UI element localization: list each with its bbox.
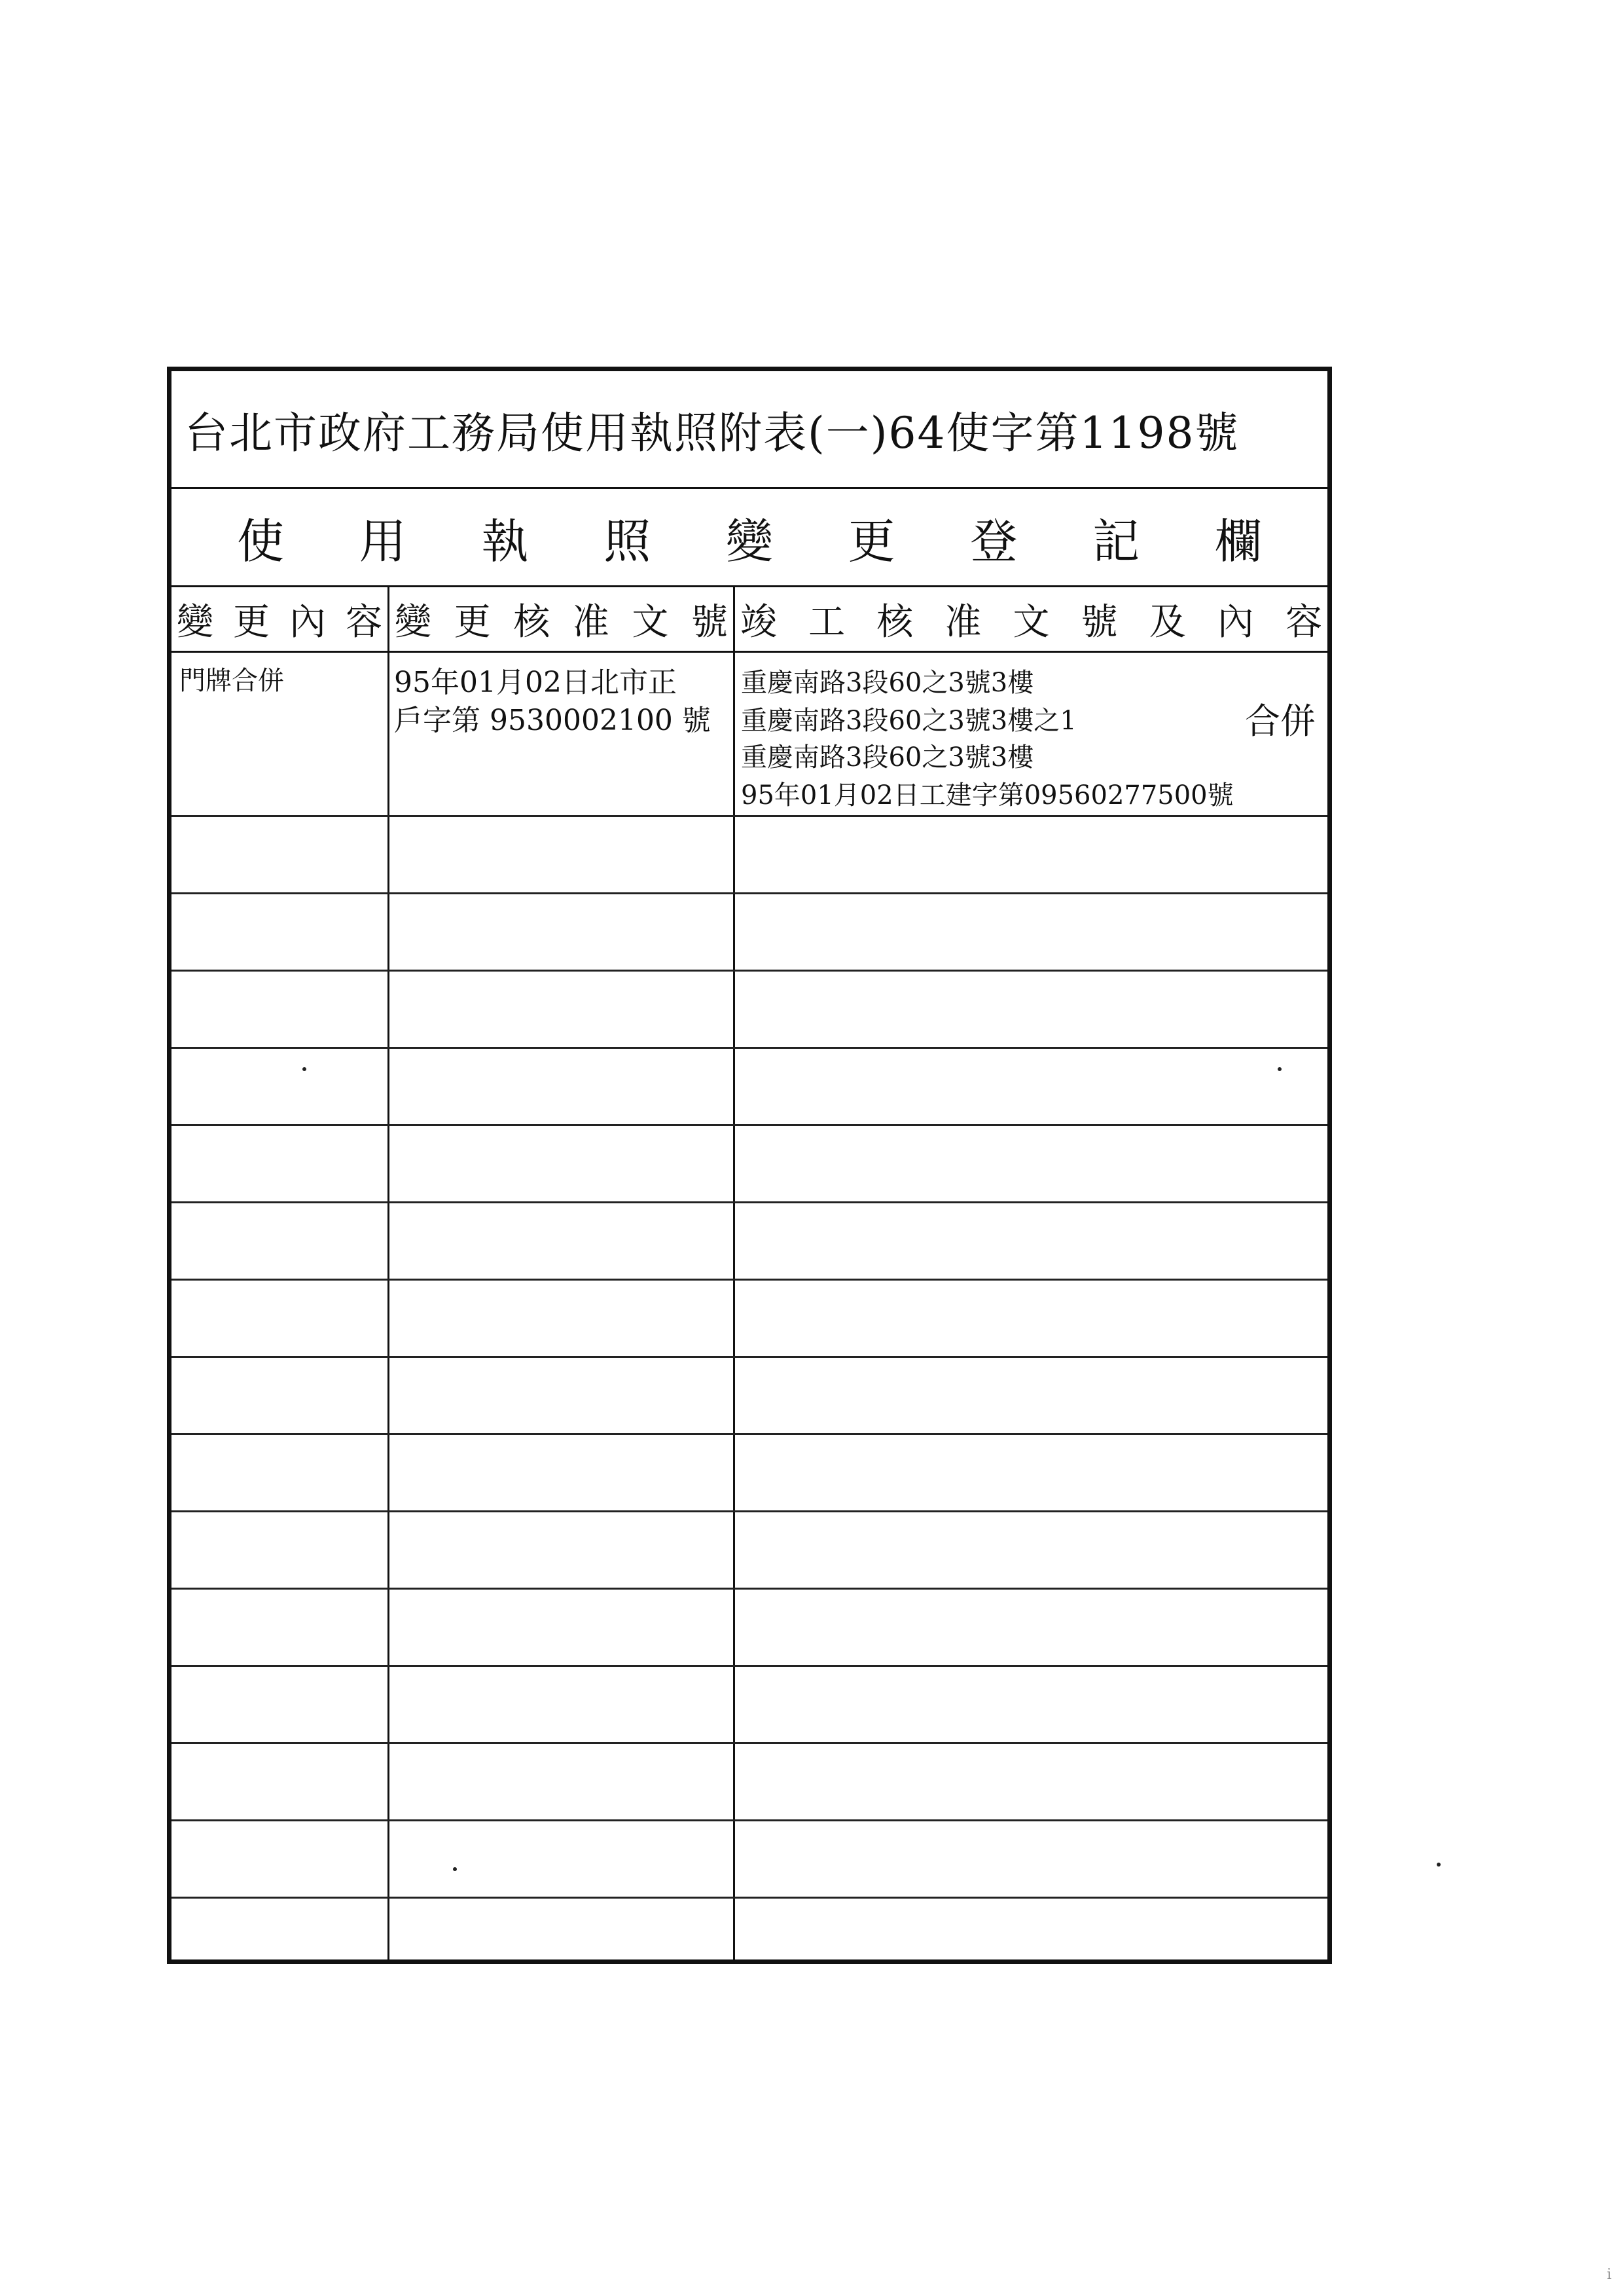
column-header-char: 文: [1013, 600, 1050, 644]
column-header-char: 核: [513, 600, 550, 644]
column-header-char: 准: [572, 600, 609, 644]
row-divider: [171, 1433, 1327, 1435]
heading-char: 執: [481, 513, 529, 569]
row-divider: [171, 1356, 1327, 1358]
heading-char: 更: [848, 513, 895, 569]
column-header-char: 更: [233, 600, 270, 644]
document-title-row: [171, 371, 1327, 489]
column-header-char: 變: [395, 600, 431, 644]
row-divider: [171, 1742, 1327, 1744]
heading-char: 用: [359, 513, 406, 569]
row-divider: [171, 970, 1327, 972]
row-divider: [171, 1201, 1327, 1203]
column-header-char: 容: [346, 600, 382, 644]
row-divider: [171, 1819, 1327, 1821]
column-header-char: 號: [1081, 600, 1118, 644]
column-divider: [387, 587, 389, 1959]
row-divider: [171, 1510, 1327, 1512]
column-header-approval-number: [389, 587, 733, 651]
heading-char: 使: [237, 513, 285, 569]
completion-address-line: 重慶南路3段60之3號3樓: [741, 742, 1034, 773]
column-header-row: [171, 587, 1327, 653]
scan-speck: [1437, 1863, 1441, 1867]
approval-number-line: 戶字第 9530002100 號: [394, 704, 711, 737]
column-header-char: 核: [876, 600, 914, 644]
row-divider: [171, 892, 1327, 894]
column-divider: [733, 587, 735, 1959]
row-divider: [171, 1588, 1327, 1590]
corner-scan-mark: ⅰ: [1606, 2267, 1611, 2283]
column-header-char: 內: [289, 600, 326, 644]
column-header-char: 號: [691, 600, 728, 644]
document-title: 台北市政府工務局使用執照附表(一)64使字第1198號: [185, 408, 1240, 458]
scan-speck: [302, 1067, 306, 1071]
column-header-char: 准: [944, 600, 982, 644]
column-header-completion-content: [735, 587, 1327, 651]
column-header-change-content: [171, 587, 387, 651]
merge-label: 合併: [1245, 701, 1316, 742]
completion-address-line: 重慶南路3段60之3號3樓之1: [741, 706, 1077, 736]
heading-char: 登: [970, 513, 1018, 569]
heading-char: 變: [725, 513, 773, 569]
heading-char: 記: [1092, 513, 1140, 569]
row-divider: [171, 1897, 1327, 1899]
column-header-char: 竣: [740, 600, 777, 644]
heading-char: 照: [603, 513, 651, 569]
column-header-char: 及: [1149, 600, 1186, 644]
column-header-char: 文: [632, 600, 669, 644]
heading-char: 欄: [1214, 513, 1262, 569]
completion-approval-line: 95年01月02日工建字第09560277500號: [741, 780, 1234, 811]
row-divider: [171, 1279, 1327, 1281]
scan-speck: [453, 1867, 457, 1871]
completion-address-line: 重慶南路3段60之3號3樓: [741, 668, 1034, 698]
column-header-char: 變: [177, 600, 213, 644]
column-header-char: 更: [454, 600, 491, 644]
change-content-cell: 門牌合併: [179, 666, 284, 696]
license-annex-table: [167, 367, 1332, 1964]
row-divider: [171, 1124, 1327, 1126]
row-divider: [171, 1047, 1327, 1049]
column-header-char: 工: [808, 600, 846, 644]
column-header-char: 容: [1285, 600, 1322, 644]
row-divider: [171, 815, 1327, 817]
scan-speck: [1278, 1067, 1282, 1071]
column-header-char: 內: [1217, 600, 1254, 644]
row-divider: [171, 1665, 1327, 1667]
approval-number-line: 95年01月02日北市正: [394, 666, 677, 699]
section-heading-row: [171, 489, 1327, 587]
section-heading: [171, 489, 1327, 585]
